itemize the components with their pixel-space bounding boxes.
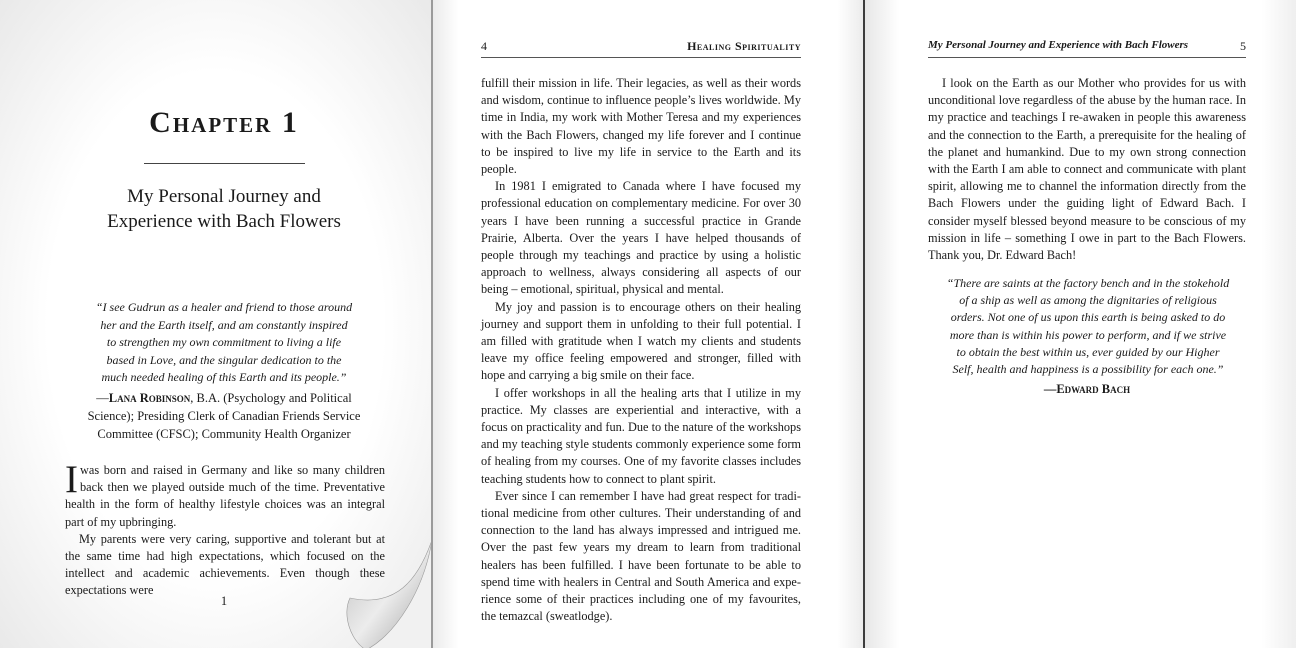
chapter-title-rule	[144, 163, 305, 164]
running-head-title: My Personal Journey and Experience with Bach Flowers	[928, 39, 1189, 51]
body-paragraph: Ever since I can remember I have had great respect for traditional medicine from other cultures. Their understanding of and connection to the land has always impressed and intrigued me. Over the past few years my dream to learn from traditional healers has been fulfilled. I have been fortunate to be able to spend time with healers in Central and South America and experience some of their practices including one of my favourites, the temazcal (sweatlodge).	[481, 488, 801, 624]
epigraph-attribution-line-1	[70, 389, 378, 407]
page-curl-icon[interactable]	[340, 540, 431, 648]
body-paragraph: My parents were very caring, supportive and tolerant but at the same time had high expectations, which focused on the intellect and academic achievements. Even though these expectations were	[65, 531, 385, 598]
body-paragraph	[65, 458, 385, 531]
chapter-subtitle-line-1: My Personal Journey and	[127, 186, 321, 207]
page-body	[481, 75, 801, 626]
body-paragraph: In 1981 I emigrated to Canada where I have focused my professional education on complementary medicine. For over 30 years I have been running a successful practice in Grande Prairie, Alberta. Over the years I have helped thousands of people through my teachings and practice by using a holistic approach to wellness, always considering all aspects of our being – emotional, spiritual, physical and mental.	[481, 179, 801, 297]
book-page-5	[865, 0, 1296, 648]
body-paragraph: My joy and passion is to encourage others on their healing journey and support them in unfolding to their full potential. I am filled with gratitude when I watch my clients and students leave my office feeling empowered and stronger, filled with hope and carrying a big smile on their face.	[481, 299, 801, 383]
epigraph-author-credentials: , B.A. (Psychology and Political	[190, 391, 352, 405]
epigraph-line: “I see Gudrun as a healer and friend to those around	[95, 300, 353, 314]
epigraph-line: much needed healing of this Earth and its people.”	[101, 370, 347, 384]
page-number: 1	[220, 594, 228, 608]
page-number: 5	[1240, 39, 1246, 53]
chapter-subtitle-line-2: Experience with Bach Flowers	[107, 211, 341, 232]
quote-line: “There are saints at the factory bench and in the stokehold	[946, 276, 1230, 290]
drop-cap: I	[65, 458, 78, 501]
epigraph-attribution	[70, 389, 378, 443]
epigraph-attribution-line-2: Science); Presiding Clerk of Canadian Friends Service	[87, 409, 361, 423]
quote-line: orders. Not one of us upon this earth is being asked to do	[950, 310, 1226, 325]
epigraph-line: based in Love, and the singular dedication to the	[106, 352, 342, 367]
epigraph-line: her and the Earth itself, and am constantly inspired	[100, 317, 348, 332]
book-page-4	[433, 0, 863, 648]
epigraph-author-name: Lana Robinson	[108, 391, 191, 405]
quote-line: Self, health and happiness is a possibility for each one.”	[952, 362, 1224, 377]
running-head	[481, 38, 801, 58]
book-page-1	[0, 0, 431, 648]
chapter-body	[65, 458, 385, 600]
running-head-title: Healing Spirituality	[687, 39, 801, 53]
block-quote	[943, 275, 1233, 378]
running-head	[928, 38, 1246, 58]
quote-line: more than is within his power to perform, and if we strive	[949, 327, 1227, 342]
page-number: 4	[481, 39, 487, 53]
quote-line: of a ship as well as among the dignitaries of religious	[959, 293, 1217, 308]
body-paragraph: I look on the Earth as our Mother who provides for us with unconditional love regardless of the abuse by the human race. In my practice and teachings I re-awaken in people this awareness and the connection to the Earth, a prerequisite for the healing of the planet and humankind. Due to my own strong connection with the Earth I am able to connect and communicate with plant spirit, allowing me to channel the information directly from the Bach Flowers under the guiding light of Edward Bach. I consider myself blessed beyond measure to be conscious of my mission in life – something I owe in part to the Bach Flowers. Thank you, Dr. Edward Bach!	[928, 76, 1246, 263]
quote-line: to obtain the best within us, ever guided by our Higher	[956, 344, 1220, 359]
epigraph-dash: —	[96, 391, 109, 405]
chapter-subtitle	[60, 184, 388, 234]
body-paragraph: fulfill their mission in life. Their legacies, as well as their words and wisdom, continue to influence people’s lives worldwide. My time in India, my work with Mother Teresa and my experiences with the Bach Flowers, changed my life forever and I continue to be inspired to live my life in service to the Earth and its people.	[481, 76, 801, 177]
body-paragraph: I offer workshops in all the healing arts that I utilize in my practice. My classes are experiential and interactive, with a focus on practicality and fun. Due to the nature of the workshops and my teaching style students commonly experience some form of healing from my courses. One of my favorite classes includes teaching students how to connect to plant spirit.	[481, 385, 801, 486]
epigraph-quote	[80, 299, 368, 387]
page-body	[928, 75, 1246, 264]
chapter-title: Chapter 1	[149, 106, 299, 139]
epigraph-attribution-line-3: Committee (CFSC); Community Health Organizer	[97, 427, 351, 441]
epigraph-line: to strengthen my own commitment to living a life	[106, 335, 342, 349]
body-paragraph-text: was born and raised in Germany and like so many children back then we played outside much of the time. Preventative health in the form of healthy lifestyle choices was an integral part of my upbringing.	[65, 463, 385, 529]
quote-attribution: —Edward Bach	[1043, 382, 1131, 396]
